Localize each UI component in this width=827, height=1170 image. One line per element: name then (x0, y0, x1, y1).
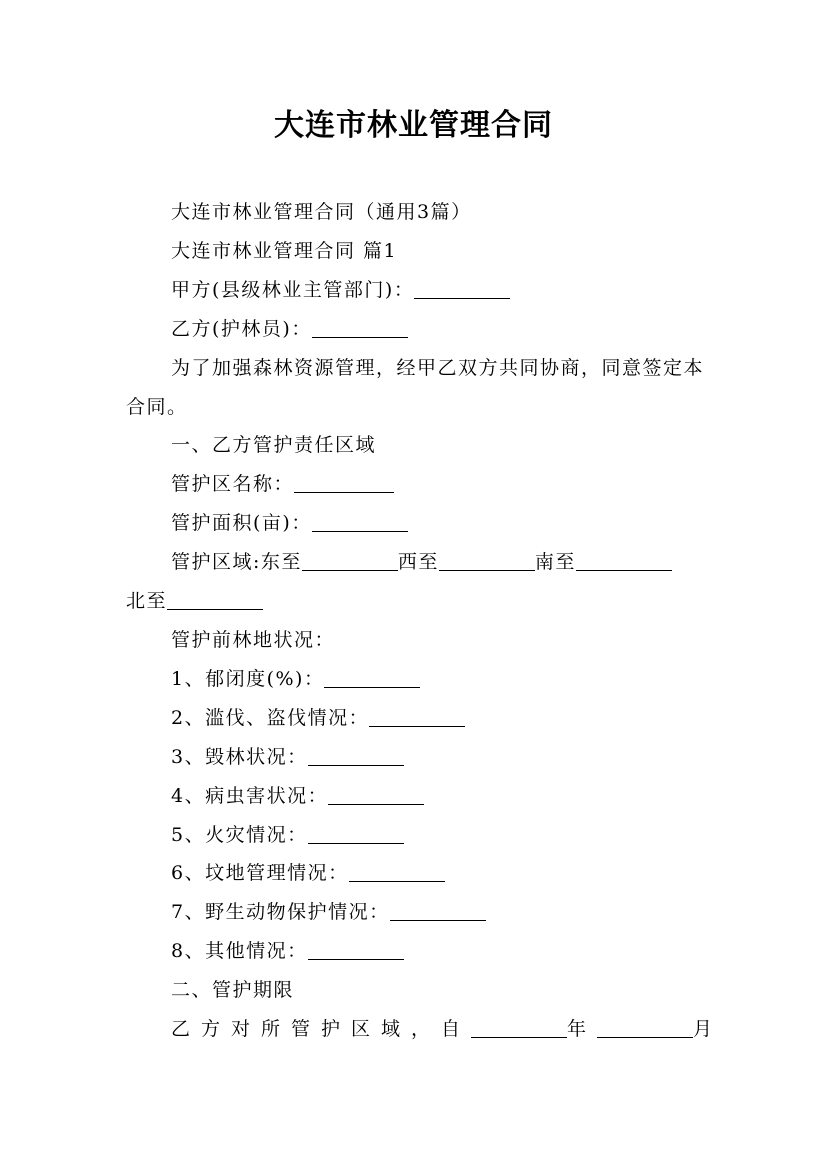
boundary-east-label: 管护区域:东至 (171, 551, 302, 574)
area-name-blank (294, 470, 394, 493)
condition-label: 3、毁林状况： (171, 745, 308, 768)
condition-blank (349, 859, 445, 882)
condition-blank (369, 704, 465, 727)
party-a-line (126, 271, 706, 310)
party-b-label: 乙方(护林员)： (171, 317, 312, 340)
condition-label: 5、火灾情况： (171, 823, 308, 846)
paragraph-heading: 大连市林业管理合同（通用3篇） (171, 201, 472, 223)
section-2-heading: 二、管护期限 (171, 979, 295, 1002)
condition-blank (390, 898, 486, 921)
term-label: 乙方对所管护区域，自 (171, 1018, 472, 1041)
condition-label: 7、野生动物保护情况： (171, 901, 390, 924)
term-year-blank (471, 1015, 567, 1038)
document-title: 大连市林业管理合同 (274, 108, 553, 143)
area-name-label: 管护区名称： (171, 473, 295, 496)
term-month-label: 月 (693, 1018, 714, 1041)
condition-blank (308, 821, 404, 844)
condition-blank (324, 665, 420, 688)
condition-label: 1、郁闭度(%)： (171, 667, 325, 690)
condition-blank (308, 937, 404, 960)
party-a-blank (414, 276, 510, 299)
condition-item (126, 893, 706, 932)
condition-item (126, 816, 706, 855)
intro-paragraph: 为了加强森林资源管理，经甲乙双方共同协商，同意签定本合同。 (126, 356, 705, 418)
section-1-heading: 一、乙方管护责任区域 (171, 434, 377, 457)
boundary-south-blank (576, 548, 672, 571)
boundary-south-label: 南至 (534, 551, 576, 574)
party-a-label: 甲方(县级林业主管部门)： (171, 278, 415, 301)
condition-item (126, 932, 706, 971)
condition-blank (308, 743, 404, 766)
condition-label: 8、其他情况： (171, 940, 308, 963)
condition-item (126, 699, 706, 738)
condition-item (126, 854, 706, 893)
document-body (126, 193, 714, 1049)
condition-label: 4、病虫害状况： (171, 784, 329, 807)
term-month-blank (597, 1015, 693, 1038)
condition-blank (328, 782, 424, 805)
condition-item (126, 777, 706, 816)
paragraph-part: 大连市林业管理合同 篇1 (171, 239, 398, 262)
boundary-east-blank (302, 548, 398, 571)
condition-item (126, 660, 706, 699)
party-b-blank (312, 315, 408, 338)
term-year-label: 年 (567, 1018, 598, 1041)
boundary-north-line (126, 582, 706, 621)
boundary-north-blank (167, 587, 263, 610)
boundary-west-label: 西至 (397, 551, 439, 574)
area-size-label: 管护面积(亩)： (171, 512, 312, 535)
condition-heading: 管护前林地状况： (171, 628, 336, 651)
boundary-west-blank (439, 548, 535, 571)
area-size-line (126, 504, 706, 543)
area-size-blank (312, 509, 408, 532)
boundary-line (126, 543, 706, 582)
condition-label: 6、坟地管理情况： (171, 862, 349, 885)
party-b-line (126, 310, 706, 349)
term-line (126, 1010, 714, 1049)
condition-item (126, 738, 706, 777)
area-name-line (126, 465, 706, 504)
condition-label: 2、滥伐、盗伐情况： (171, 706, 370, 729)
boundary-north-label: 北至 (126, 590, 168, 613)
